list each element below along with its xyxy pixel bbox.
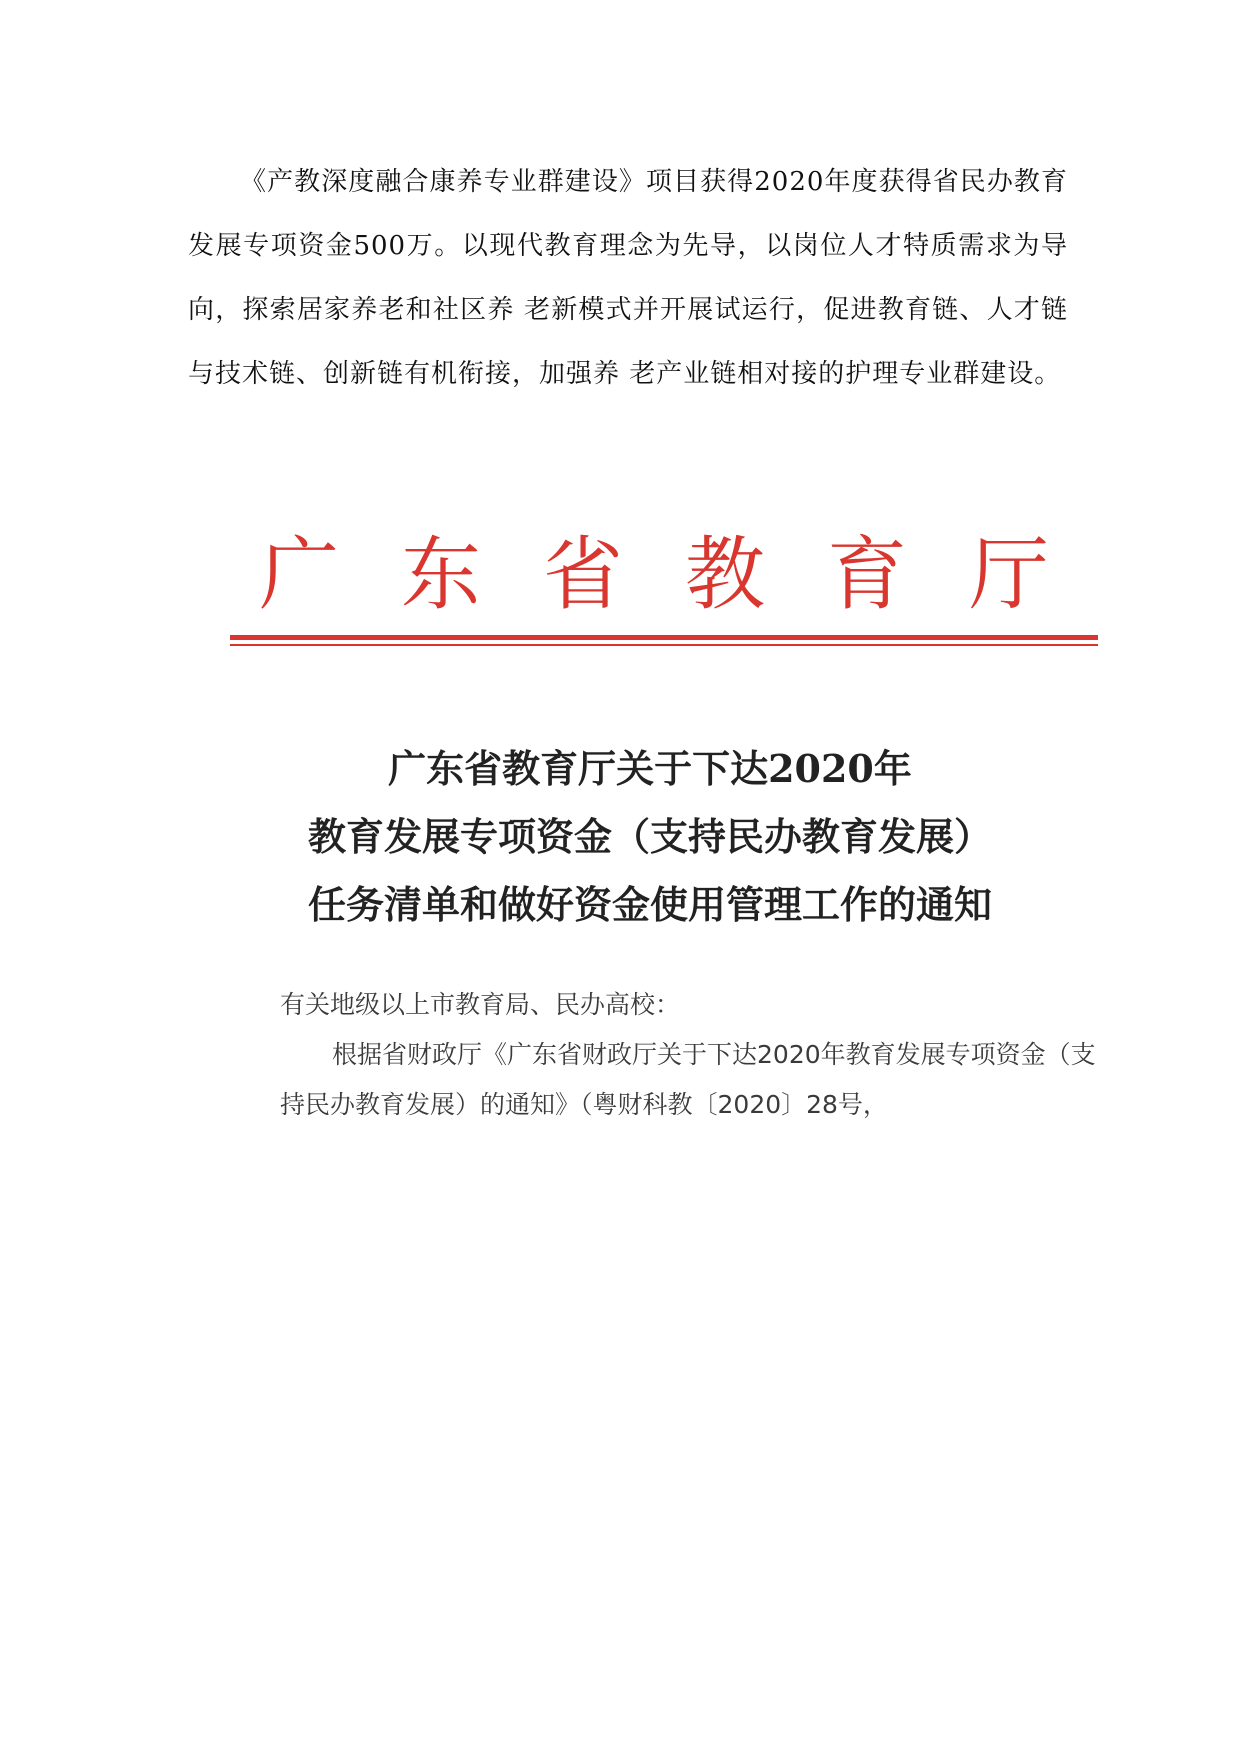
notice-title-line: 教育发展专项资金（支持民办教育发展） — [307, 814, 992, 859]
notice-title-line: 广东省教育厅关于下达2020年 — [388, 746, 912, 791]
notice-title — [190, 735, 1110, 939]
letterhead-title — [254, 530, 1054, 620]
notice-body — [280, 980, 1120, 1130]
letterhead-char: 教 — [685, 528, 765, 621]
letterhead-char: 东 — [401, 528, 481, 621]
notice-paragraph: 根据省财政厅《广东省财政厅关于下达2020年教育发展专项资金（支持民办教育发展）的通知》（粤财科教〔2020〕28号， — [280, 1040, 1096, 1119]
intro-paragraph: 《产教深度融合康养专业群建设》项目获得2020年度获得省民办教育发展专项资金500万。以现代教育理念为先导，以岗位人才特质需求为导向，探索居家养老和社区养 老新模式并开展试运行，促进教育链、人才链与技术链、创新链有机衔接，加强养 老产业链相对接的护理专业群建设。 — [188, 167, 1068, 389]
letterhead-char: 省 — [543, 528, 623, 621]
notice-title-line: 任务清单和做好资金使用管理工作的通知 — [307, 882, 992, 927]
letterhead-rule-thin — [230, 644, 1098, 646]
letterhead-char: 广 — [259, 528, 339, 621]
letterhead-char: 育 — [827, 528, 907, 621]
letterhead-char: 厅 — [969, 528, 1049, 621]
scanned-notice-image — [190, 520, 1110, 1160]
letterhead-rule-thick — [230, 635, 1098, 640]
notice-addressee: 有关地级以上市教育局、民办高校： — [280, 990, 681, 1019]
